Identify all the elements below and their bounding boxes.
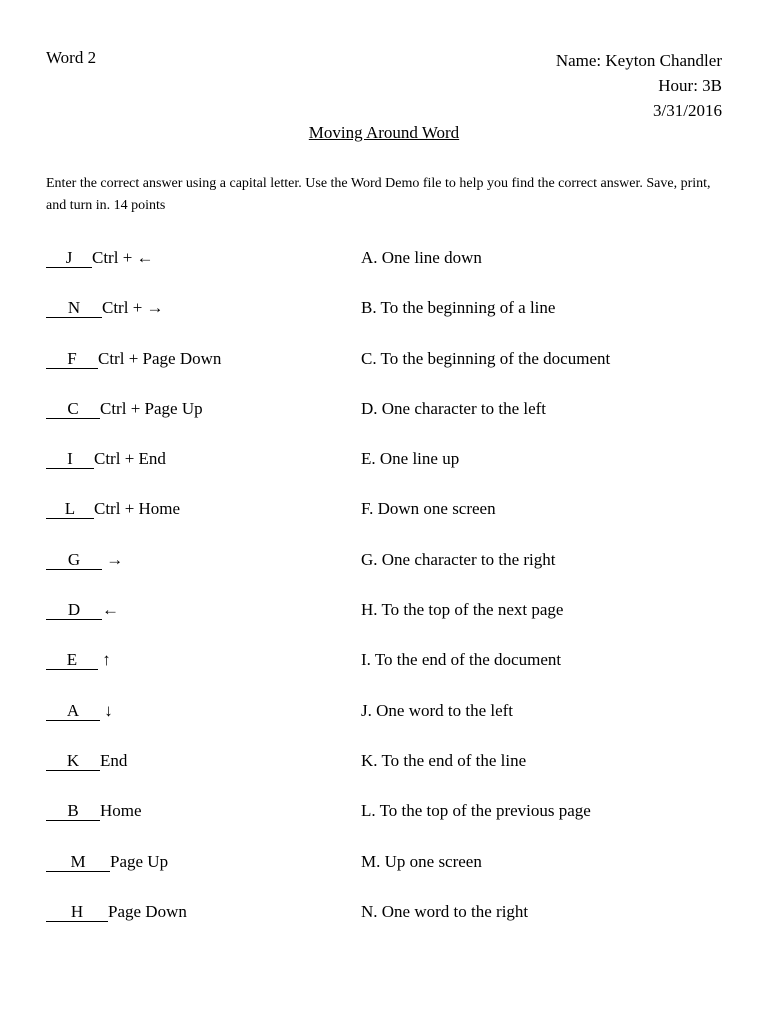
option-item: N. One word to the right (361, 901, 529, 921)
answer-blank[interactable]: M (46, 853, 110, 872)
instructions: Enter the correct answer using a capital letter. Use the Word Demo file to help you find the correct answer. Save, print, and turn in. 14 points (46, 176, 711, 213)
shortcut-label: Ctrl + ← (92, 248, 154, 267)
shortcut-label: Ctrl + Home (94, 499, 181, 519)
shortcut-item (46, 550, 123, 570)
shortcut-item (46, 449, 166, 469)
option-item: E. One line up (361, 449, 460, 469)
answer-blank[interactable]: N (46, 299, 102, 318)
answer-blank[interactable]: A (46, 702, 100, 721)
class-hour: Hour: 3B (658, 76, 722, 95)
answer-blank[interactable]: H (46, 903, 108, 922)
shortcut-item (46, 751, 127, 771)
option-item: K. To the end of the line (361, 750, 527, 770)
option-item: A. One line down (361, 248, 482, 267)
matching-row (46, 449, 726, 499)
student-name: Name: Keyton Chandler (555, 51, 722, 70)
answer-blank[interactable]: D (46, 601, 102, 620)
shortcut-item (46, 801, 142, 821)
matching-row (46, 248, 726, 298)
student-info (556, 48, 722, 123)
answer-blank[interactable]: C (46, 400, 100, 419)
matching-row (46, 902, 726, 952)
answer-blank[interactable]: L (46, 500, 94, 519)
date: 3/31/2016 (653, 101, 722, 120)
shortcut-label: ↑ (102, 650, 111, 670)
shortcut-label: Page Up (110, 851, 169, 871)
matching-row (46, 298, 726, 348)
matching-row (46, 852, 726, 902)
option-item: C. To the beginning of the document (361, 348, 611, 368)
matching-row (46, 751, 726, 801)
shortcut-label: Ctrl + End (94, 449, 166, 469)
shortcut-item (46, 650, 111, 670)
option-item: M. Up one screen (361, 851, 482, 871)
option-item: B. To the beginning of a line (361, 298, 556, 318)
option-item: F. Down one screen (361, 499, 496, 519)
matching-row (46, 550, 726, 600)
shortcut-item (46, 600, 119, 620)
answer-blank[interactable]: K (46, 752, 100, 771)
shortcut-item (46, 499, 180, 519)
shortcut-item (46, 701, 113, 721)
shortcut-label: Ctrl + → (102, 298, 164, 318)
shortcut-item (46, 349, 221, 369)
matching-row (46, 701, 726, 751)
answer-blank[interactable]: G (46, 551, 102, 570)
course-label: Word 2 (46, 48, 97, 67)
matching-row (46, 801, 726, 851)
matching-row (46, 399, 726, 449)
matching-row (46, 600, 726, 650)
option-item: I. To the end of the document (361, 650, 562, 670)
option-item: J. One word to the left (361, 700, 514, 720)
shortcut-label: Page Down (108, 901, 187, 921)
option-item: D. One character to the left (361, 398, 547, 418)
answer-blank[interactable]: I (46, 450, 94, 469)
answer-blank[interactable]: F (46, 350, 98, 369)
worksheet-title: Moving Around Word (308, 123, 460, 142)
answer-blank[interactable]: B (46, 802, 100, 821)
matching-list (46, 248, 726, 952)
option-item: L. To the top of the previous page (361, 801, 591, 821)
shortcut-item (46, 902, 187, 922)
shortcut-label: Ctrl + Page Down (98, 348, 222, 368)
shortcut-label: ← (102, 600, 119, 620)
option-item: G. One character to the right (361, 549, 556, 569)
shortcut-item (46, 298, 164, 318)
matching-row (46, 650, 726, 700)
answer-blank[interactable]: E (46, 651, 98, 670)
shortcut-label: Ctrl + Page Up (100, 398, 203, 418)
answer-blank[interactable]: J (46, 249, 92, 268)
shortcut-label: → (106, 549, 124, 569)
matching-row (46, 349, 726, 399)
shortcut-label: End (100, 750, 128, 770)
shortcut-item (46, 399, 203, 419)
shortcut-item (46, 852, 168, 872)
option-item: H. To the top of the next page (361, 600, 564, 620)
matching-row (46, 499, 726, 549)
shortcut-item (46, 248, 154, 268)
shortcut-label: ↓ (104, 700, 113, 720)
shortcut-label: Home (100, 801, 142, 821)
